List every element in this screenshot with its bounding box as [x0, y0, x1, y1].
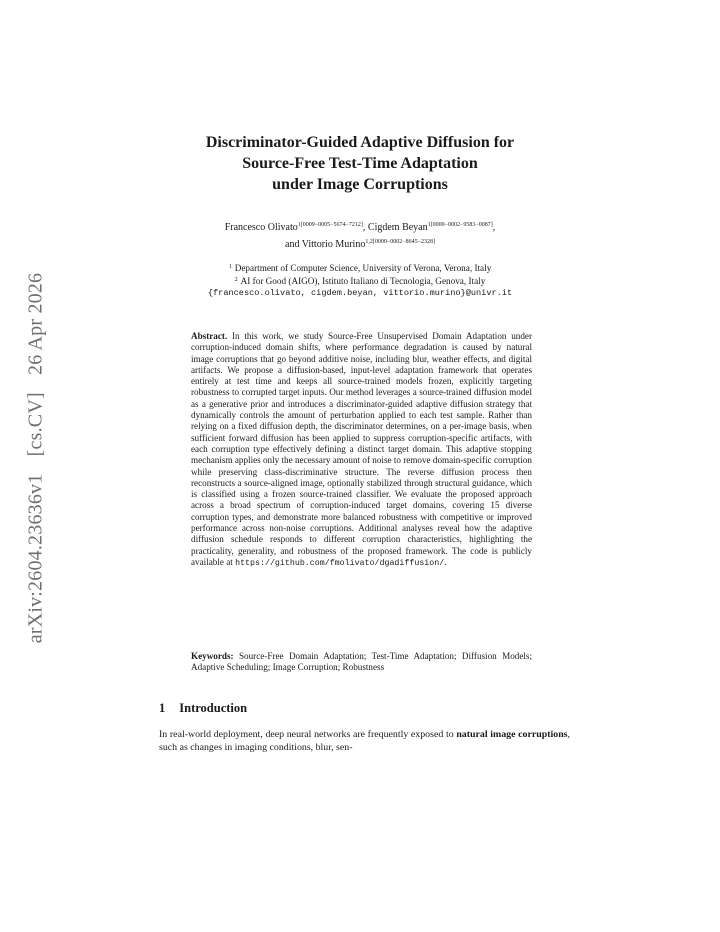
- keywords: [191, 651, 532, 674]
- affiliation-text: AI for Good (AIGO), Istituto Italiano di Tecnologia, Genova, Italy: [240, 276, 486, 286]
- arxiv-date: 26 Apr 2026: [24, 272, 47, 375]
- abstract-text: In this work, we study Source-Free Unsupervised Domain Adaptation under corruption-induced domain shifts, where performance degradation is caused by natural image corruptions that go beyond additive noise, including blur, weather effects, and digital artifacts. We propose a diffusion-based, input-level adaptation framework that operates entirely at test time and keeps all source-trained models frozen, explicitly targeting robustness to corrupted target inputs. Our method leverages a source-trained diffusion model as a generative prior and introduces a discriminator-guided adaptive diffusion strategy that dynamically controls the amount of perturbation applied to each test sample. Rather than relying on a fixed diffusion depth, the discriminator determines, on a per-image basis, when sufficient forward diffusion has been applied to suppress corruption-specific artifacts, with each corruption type effectively defining a distinct target domain. This adaptive stopping mechanism applies only the necessary amount of noise to remove domain-specific corruption while preserving class-discriminative structure. The reverse diffusion process then reconstructs a source-aligned image, optionally stabilized through structural guidance, which is classified using a frozen source-trained classifier. We evaluate the proposed approach across a broad spectrum of corruption-induced target domains, covering 15 diverse corruption types, and demonstrate more balanced robustness with competitive or improved performance across non-noise corruptions. Additional analyses reveal how the adaptive diffusion schedule responds to different corruption characteristics, highlighting the practicality, generality, and robustness of the proposed framework. The code is publicly available at: [191, 331, 532, 567]
- arxiv-stamp: [25, 261, 48, 643]
- code-url-link[interactable]: https://github.com/fmolivato/dgadiffusion/: [235, 558, 445, 568]
- paper-title: [150, 132, 570, 195]
- affiliation-text: Department of Computer Science, University of Verona, Verona, Italy: [234, 263, 492, 273]
- section-number: 1: [159, 701, 166, 715]
- abstract-heading: Abstract.: [191, 331, 228, 341]
- author-name: Francesco Olivato: [224, 222, 298, 233]
- section-heading: [159, 701, 247, 716]
- author-name: and Vittorio Murino: [285, 239, 366, 250]
- affiliations: [150, 261, 570, 299]
- keywords-text: Source-Free Domain Adaptation; Test-Time Adaptation; Diffusion Models; Adaptive Scheduling; Image Corruption; Robustness: [191, 651, 533, 673]
- section-title: Introduction: [179, 701, 248, 715]
- intro-text-continued: , such as changes in imaging conditions, blur, sen-: [159, 729, 570, 753]
- abstract-end: .: [444, 556, 447, 567]
- author-orcid: 1[0009−0005−5674−7212]: [297, 222, 363, 228]
- author-orcid: 1[0000−0002−9583−0087]: [427, 222, 493, 228]
- author-name: Cigdem Beyan: [367, 222, 428, 233]
- title-line: Source-Free Test-Time Adaptation: [242, 155, 478, 172]
- keywords-heading: Keywords:: [191, 651, 234, 661]
- arxiv-category: [cs.CV]: [24, 392, 47, 457]
- author-separator: ,: [492, 222, 496, 233]
- affiliation-1: [150, 261, 570, 274]
- intro-emphasis: natural image corruptions: [456, 729, 568, 740]
- author-separator: ,: [362, 222, 368, 233]
- affiliation-number: 1: [228, 264, 232, 270]
- author-orcid: 1,2[0000−0002−8645−2328]: [365, 239, 435, 245]
- author-line: [150, 218, 570, 235]
- author-line: [150, 235, 570, 252]
- arxiv-id: arXiv:2604.23636v1: [24, 473, 47, 644]
- intro-paragraph: [159, 728, 570, 754]
- title-line: under Image Corruptions: [272, 176, 448, 193]
- abstract: [191, 331, 532, 569]
- affiliation-2: [150, 274, 570, 287]
- author-emails: {francesco.olivato, cigdem.beyan, vittorio.murino}@univr.it: [207, 288, 513, 298]
- title-line: Discriminator-Guided Adaptive Diffusion for: [205, 134, 515, 151]
- affiliation-number: 2: [234, 277, 238, 283]
- author-list: [150, 218, 570, 252]
- intro-text: In real-world deployment, deep neural networks are frequently exposed to: [159, 729, 454, 740]
